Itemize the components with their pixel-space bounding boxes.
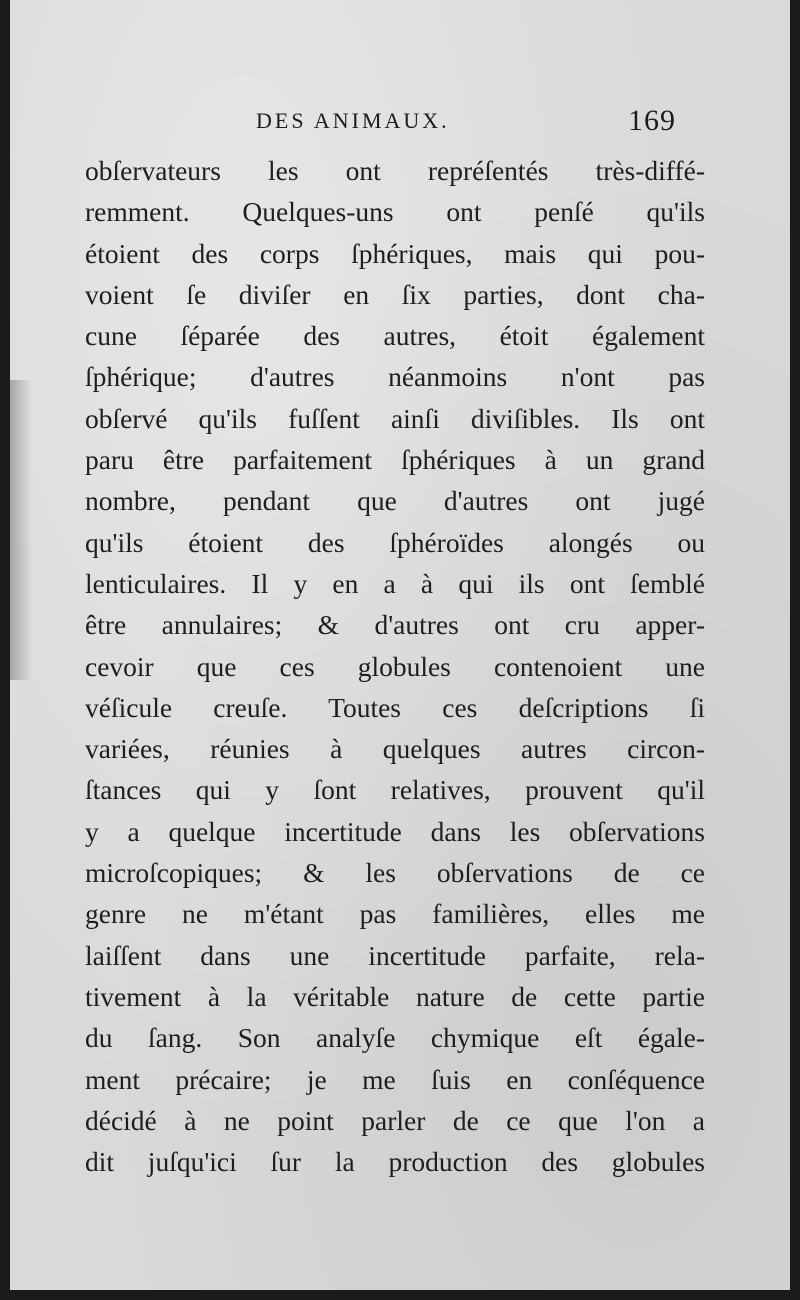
- text-line: être annulaires; & d'autres ont cru apper-: [85, 609, 705, 641]
- text-line: laiſſent dans une incertitude parfaite, rela-: [85, 939, 705, 971]
- text-line: obſervateurs les ont repréſentés très-diffé-: [85, 155, 705, 186]
- page-edge-shadow: [10, 380, 32, 680]
- text-line: y a quelque incertitude dans les obſervations: [85, 815, 705, 847]
- text-line: nombre, pendant que d'autres ont jugé: [85, 485, 705, 517]
- text-line: voient ſe diviſer en ſix parties, dont cha-: [85, 278, 705, 310]
- body-text: [85, 150, 705, 1182]
- text-line: tivement à la véritable nature de cette partie: [85, 980, 705, 1012]
- text-line: obſervé qu'ils fuſſent ainſi diviſibles. Ils ont: [85, 402, 705, 434]
- page-header: [10, 104, 790, 140]
- text-line: microſcopiques; & les obſervations de ce: [85, 857, 705, 889]
- text-line: remment. Quelques-uns ont penſé qu'ils: [85, 196, 705, 228]
- text-line: cevoir que ces globules contenoient une: [85, 650, 705, 682]
- page-number: 169: [628, 104, 676, 137]
- text-line: étoient des corps ſphériques, mais qui pou-: [85, 237, 705, 269]
- text-line: du ſang. Son analyſe chymique eſt égale-: [85, 1022, 705, 1054]
- text-line: variées, réunies à quelques autres circon-: [85, 733, 705, 765]
- text-line: dit juſqu'ici ſur la production des globules: [85, 1146, 705, 1178]
- text-line: véſicule creuſe. Toutes ces deſcriptions ſi: [85, 691, 705, 723]
- book-page: [10, 0, 790, 1290]
- text-line: cune ſéparée des autres, étoit également: [85, 320, 705, 352]
- text-line: paru être parfaitement ſphériques à un grand: [85, 444, 705, 476]
- text-line: décidé à ne point parler de ce que l'on a: [85, 1104, 705, 1136]
- text-line: lenticulaires. Il y en a à qui ils ont ſemblé: [85, 567, 705, 599]
- text-line: genre ne m'étant pas familières, elles me: [85, 898, 705, 930]
- text-line: qu'ils étoient des ſphéroïdes alongés ou: [85, 526, 705, 558]
- text-line: ſtances qui y ſont relatives, prouvent qu'il: [85, 774, 705, 806]
- text-line: ſphérique; d'autres néanmoins n'ont pas: [85, 361, 705, 393]
- text-line: ment précaire; je me ſuis en conſéquence: [85, 1063, 705, 1095]
- running-head: DES ANIMAUX.: [256, 108, 450, 133]
